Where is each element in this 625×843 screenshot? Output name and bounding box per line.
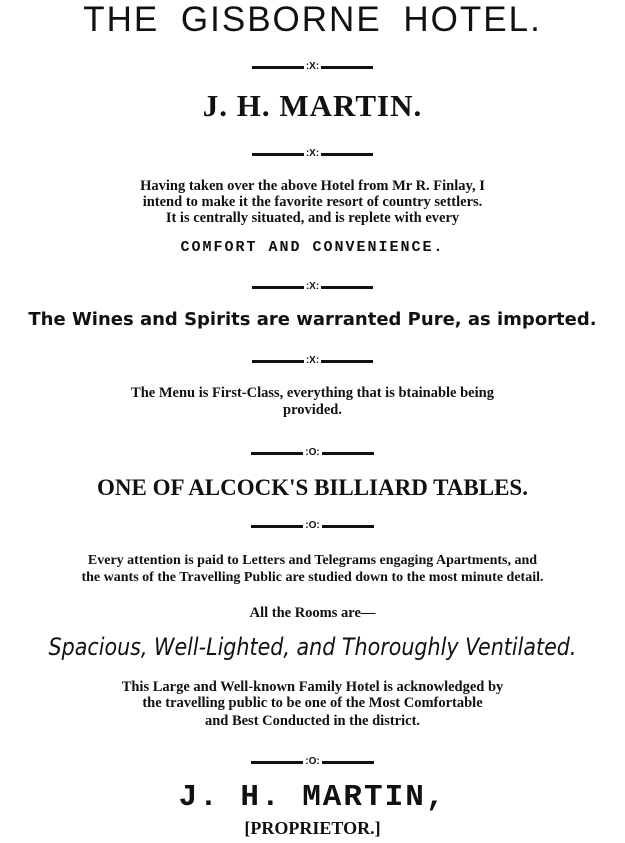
ornamental-divider [0, 147, 625, 161]
proprietor-title: [PROPRIETOR.] [244, 818, 381, 838]
divider-rule [321, 153, 373, 156]
ornamental-divider [0, 354, 625, 368]
divider-glyph: :O: [305, 756, 320, 767]
divider-rule [322, 761, 374, 764]
ad-title: THE GISBORNE HOTEL. [83, 0, 542, 39]
rooms-line: All the Rooms are— [249, 605, 376, 621]
wines-line: The Wines and Spirits are warranted Pure, as imported. [28, 309, 597, 330]
ornamental-divider [0, 280, 625, 294]
ornamental-divider [0, 446, 625, 460]
divider-rule [251, 452, 303, 455]
family-line-3: and Best Conducted in the district. [204, 713, 421, 729]
divider-rule [252, 286, 304, 289]
attention-line-2: the wants of the Travelling Public are studied down to the most minute detail. [81, 570, 544, 585]
divider-rule [322, 525, 374, 528]
divider-glyph: :X: [305, 61, 320, 72]
ornamental-divider [0, 519, 625, 533]
divider-glyph: :X: [305, 148, 320, 159]
divider-glyph: :X: [305, 281, 320, 292]
menu-line-2: provided. [283, 402, 342, 418]
family-line-2: the travelling public to be one of the Most Comfortable [142, 695, 483, 711]
family-line-1: This Large and Well-known Family Hotel is acknowledged by [121, 679, 504, 695]
divider-rule [321, 66, 373, 69]
proprietor-name-heading: J. H. MARTIN. [202, 88, 423, 123]
divider-rule [252, 66, 304, 69]
proprietor-name-signature: J. H. MARTIN, [178, 780, 447, 815]
spacious-line: Spacious, Well-Lighted, and Thoroughly Ventilated. [48, 633, 577, 661]
ornamental-divider [0, 755, 625, 769]
ornamental-divider [0, 60, 625, 74]
intro-line-3: It is centrally situated, and is replete with every [165, 210, 460, 226]
menu-line-1: The Menu is First-Class, everything that is btainable being [131, 385, 494, 401]
divider-rule [321, 286, 373, 289]
divider-glyph: :O: [305, 520, 320, 531]
intro-line-2: intend to make it the favorite resort of country settlers. [142, 194, 483, 210]
attention-line-1: Every attention is paid to Letters and Telegrams engaging Apartments, and [87, 553, 538, 568]
divider-rule [321, 360, 373, 363]
divider-rule [322, 452, 374, 455]
divider-glyph: :X: [305, 355, 320, 366]
divider-glyph: :O: [305, 447, 320, 458]
billiard-line: ONE OF ALCOCK'S BILLIARD TABLES. [97, 475, 528, 500]
divider-rule [251, 525, 303, 528]
intro-line-1: Having taken over the above Hotel from Mr R. Finlay, I [140, 178, 485, 194]
divider-rule [252, 153, 304, 156]
comfort-line: COMFORT AND CONVENIENCE. [180, 239, 445, 256]
divider-rule [251, 761, 303, 764]
divider-rule [252, 360, 304, 363]
